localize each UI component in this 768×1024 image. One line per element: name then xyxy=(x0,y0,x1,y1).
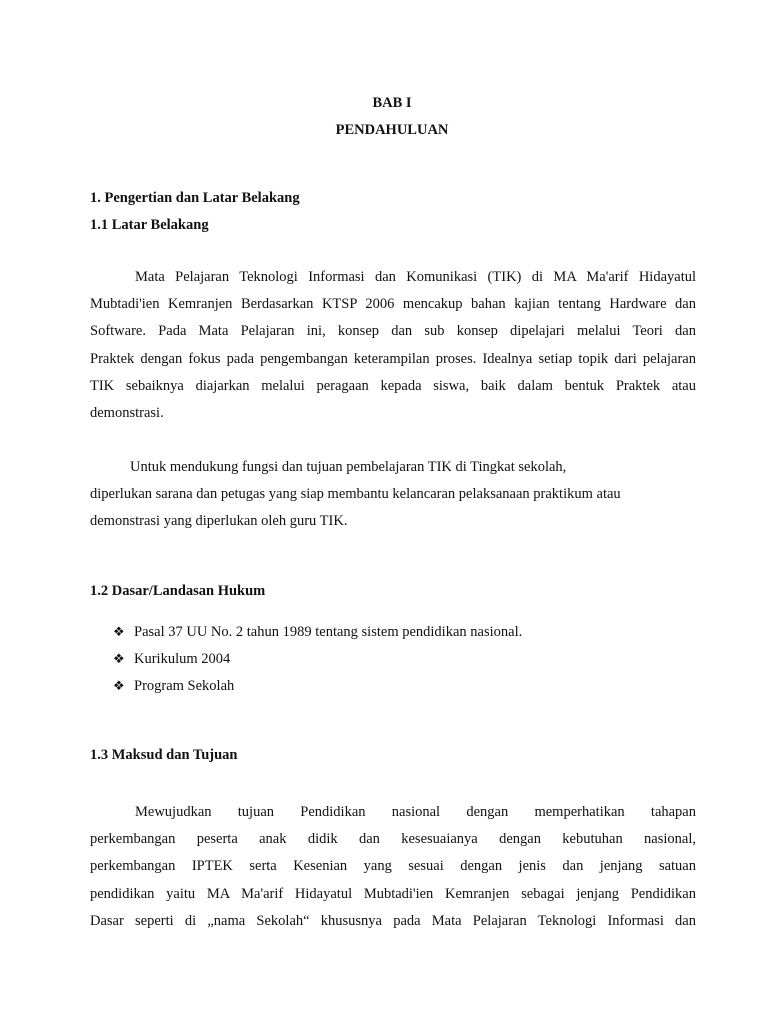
chapter-number: BAB I xyxy=(372,95,412,111)
paragraph-line: diperlukan sarana dan petugas yang siap membantu kelancaran pelaksanaan praktikum atau xyxy=(90,486,621,503)
diamond-bullet-icon: ❖ xyxy=(113,678,125,693)
paragraph-line: Dasar seperti di „nama Sekolah“ khususnya pada Mata Pelajaran Teknologi Informasi dan xyxy=(90,912,696,929)
list-item: ❖ Kurikulum 2004 xyxy=(113,645,522,672)
paragraph-line: demonstrasi yang diperlukan oleh guru TIK. xyxy=(90,513,348,530)
diamond-bullet-icon: ❖ xyxy=(113,624,125,639)
paragraph-latar-belakang-2 xyxy=(90,454,634,536)
paragraph-line: perkembangan IPTEK serta Kesenian yang sesuai dengan jenis dan jenjang satuan xyxy=(90,858,696,875)
section-heading-1: 1. Pengertian dan Latar Belakang xyxy=(90,190,300,206)
paragraph-line: Mewujudkan tujuan Pendidikan nasional dengan memperhatikan tahapan xyxy=(135,804,696,820)
paragraph-latar-belakang-1 xyxy=(90,264,696,427)
diamond-bullet-icon: ❖ xyxy=(113,651,125,666)
subsection-heading-1-2: 1.2 Dasar/Landasan Hukum xyxy=(90,583,266,599)
paragraph-line: Software. Pada Mata Pelajaran ini, konsep dan sub konsep dipelajari melalui Teori dan xyxy=(90,323,696,340)
paragraph-line: Mubtadi'ien Kemranjen Berdasarkan KTSP 2006 mencakup bahan kajian tentang Hardware dan xyxy=(90,296,696,313)
paragraph-line: pendidikan yaitu MA Ma'arif Hidayatul Mubtadi'ien Kemranjen sebagai jenjang Pendidikan xyxy=(90,885,696,902)
paragraph-maksud-tujuan xyxy=(90,799,696,935)
list-item: ❖ Program Sekolah xyxy=(113,672,522,699)
paragraph-line: Praktek dengan fokus pada pengembangan keterampilan proses. Idealnya setiap topik dari pelajaran xyxy=(90,350,696,367)
subsection-heading-1-3: 1.3 Maksud dan Tujuan xyxy=(90,747,238,763)
paragraph-line: perkembangan peserta anak didik dan kesesuaianya dengan kebutuhan nasional, xyxy=(90,831,696,848)
paragraph-line: demonstrasi. xyxy=(90,404,164,421)
legal-basis-list xyxy=(113,618,522,699)
paragraph-line: TIK sebaiknya diajarkan melalui peragaan kepada siswa, baik dalam bentuk Praktek atau xyxy=(90,377,696,394)
chapter-title: PENDAHULUAN xyxy=(335,122,449,138)
subsection-heading-1-1: 1.1 Latar Belakang xyxy=(90,217,209,233)
list-item: ❖ Pasal 37 UU No. 2 tahun 1989 tentang sistem pendidikan nasional. xyxy=(113,618,522,645)
paragraph-line: Untuk mendukung fungsi dan tujuan pembelajaran TIK di Tingkat sekolah, xyxy=(130,459,567,475)
paragraph-line: Mata Pelajaran Teknologi Informasi dan Komunikasi (TIK) di MA Ma'arif Hidayatul xyxy=(135,269,696,285)
